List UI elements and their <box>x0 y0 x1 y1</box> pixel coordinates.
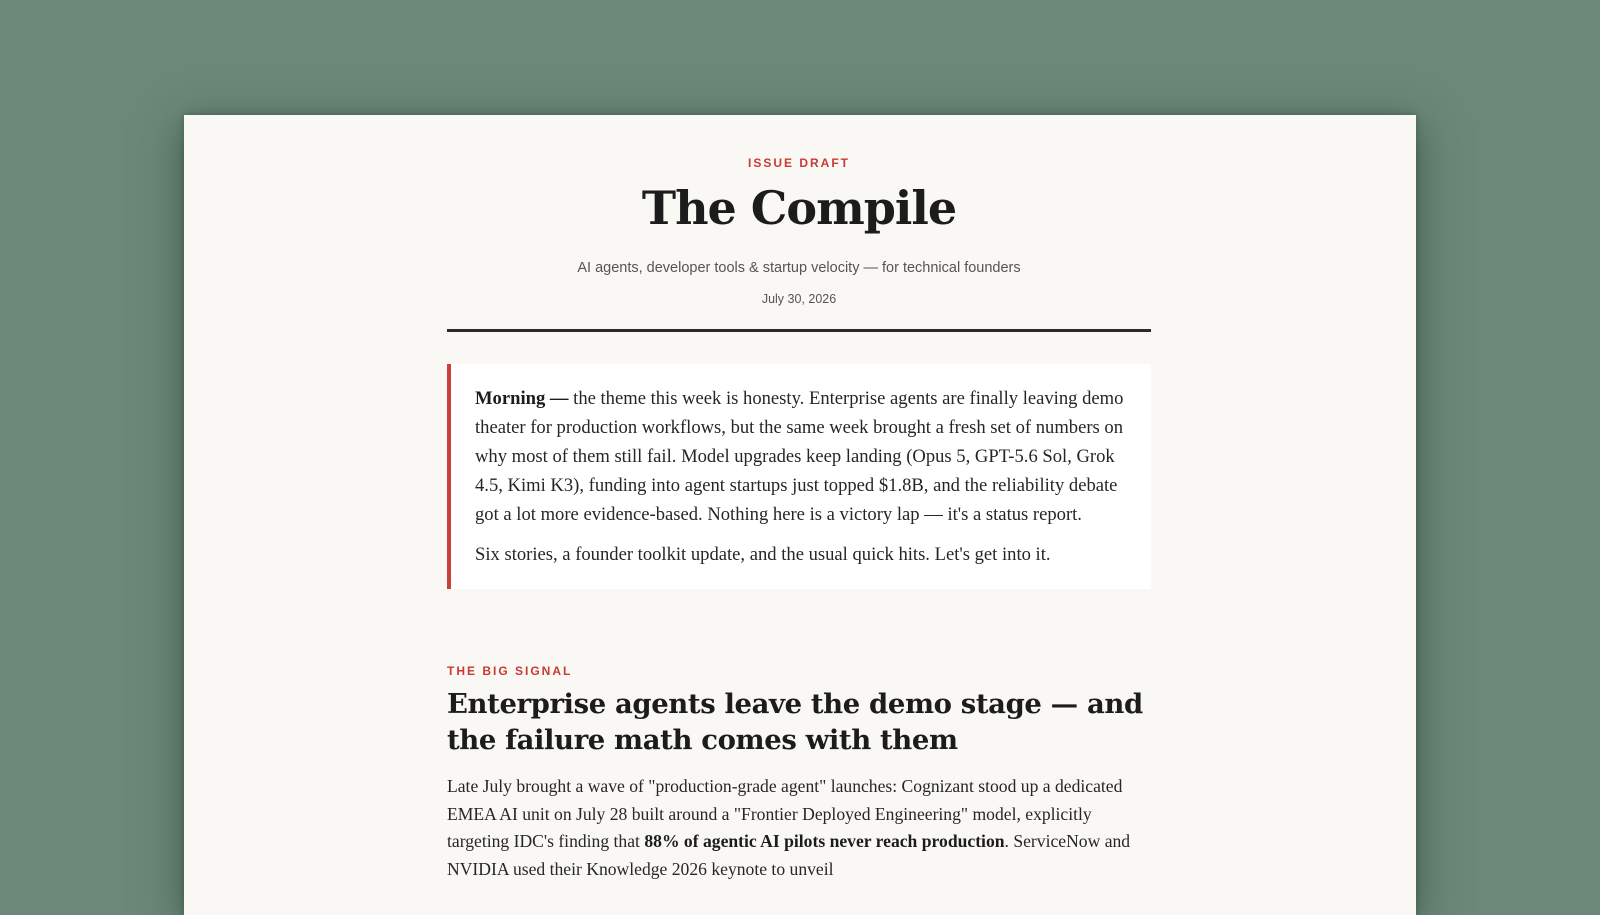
newsletter-title: The Compile <box>641 181 957 235</box>
story-body <box>447 773 1157 883</box>
intro-paragraph <box>475 384 1127 529</box>
masthead-divider <box>447 329 1151 332</box>
story-headline: Enterprise agents leave the demo stage — and the failure math comes with them <box>447 688 1143 756</box>
story-body-text: Late July brought a wave of "production-grade agent" launches: Cognizant stood up a dedicated EMEA AI unit on July 28 built around a "Frontier Deployed Engineering" model, explicitly targeting IDC's finding that <box>447 776 1123 851</box>
intro-lead-text: the theme this week is honesty. Enterprise agents are finally leaving demo theater for production workflows, but the same week brought a fresh set of numbers on why most of them still fail. Model upgrades keep landing (Opus 5, GPT-5.6 Sol, Grok 4.5, Kimi K3), funding into agent startups just topped $1.8B, and the reliability debate got a lot more evidence-based. Nothing here is a victory lap — it's a status report. <box>475 388 1124 525</box>
section-label: THE BIG SIGNAL <box>447 664 573 678</box>
issue-draft-label: ISSUE DRAFT <box>747 156 850 170</box>
intro-callout <box>447 364 1151 589</box>
intro-paragraph-2: Six stories, a founder toolkit update, and the usual quick hits. Let's get into it. <box>475 544 1051 565</box>
story-body-highlight: 88% of agentic AI pilots never reach production <box>644 831 1005 851</box>
story-body-text-2: . ServiceNow and NVIDIA used their Knowledge 2026 keynote to unveil <box>447 831 1131 879</box>
newsletter-page <box>184 115 1416 915</box>
newsletter-tagline: AI agents, developer tools & startup velocity — for technical founders <box>577 260 1021 276</box>
intro-lead: Morning — <box>475 388 569 409</box>
issue-date: July 30, 2026 <box>761 292 837 306</box>
